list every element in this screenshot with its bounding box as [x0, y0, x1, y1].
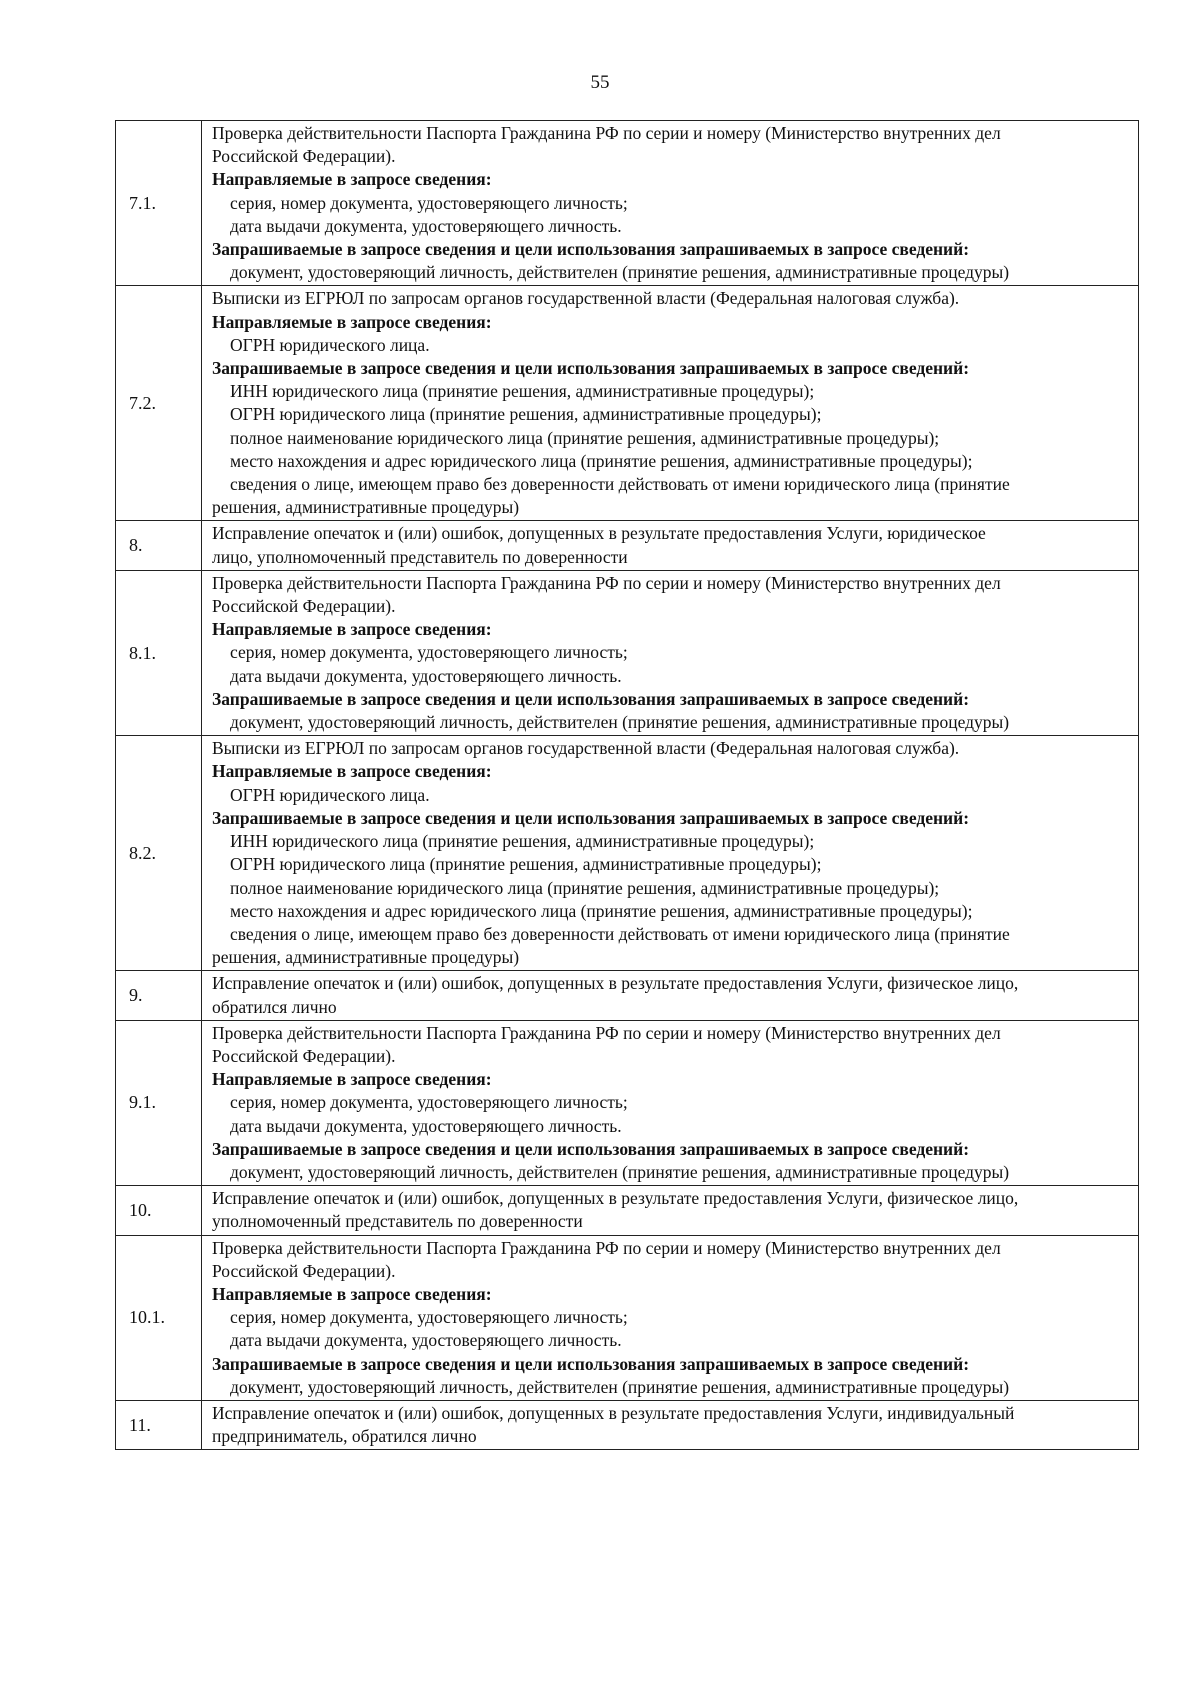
sent-data-item: серия, номер документа, удостоверяющего личность; — [230, 1092, 628, 1113]
row-text: уполномоченный представитель по доверенности — [212, 1211, 583, 1232]
sent-data-item: ОГРН юридического лица. — [230, 334, 430, 355]
requested-data-item: место нахождения и адрес юридического лица (принятие решения, административные процедуры); — [230, 900, 973, 921]
row-number: 8.1. — [116, 570, 202, 735]
requested-data-heading: Запрашиваемые в запросе сведения и цели использования запрашиваемых в запросе сведений: — [212, 1138, 970, 1159]
sent-data-heading: Направляемые в запросе сведения: — [212, 761, 492, 782]
row-number: 10.1. — [116, 1235, 202, 1400]
row-text: Проверка действительности Паспорта Гражданина РФ по серии и номеру (Министерство внутренних дел — [212, 1022, 1001, 1043]
table-row — [116, 521, 1139, 570]
requested-data-heading: Запрашиваемые в запросе сведения и цели использования запрашиваемых в запросе сведений: — [212, 358, 970, 379]
requested-data-item: документ, удостоверяющий личность, действителен (принятие решения, административные процедуры) — [230, 1161, 1010, 1182]
requested-data-item: решения, административные процедуры) — [212, 497, 520, 518]
sent-data-item: серия, номер документа, удостоверяющего личность; — [230, 1307, 628, 1328]
requested-data-item: ОГРН юридического лица (принятие решения, административные процедуры); — [230, 854, 822, 875]
requested-data-item: документ, удостоверяющий личность, действителен (принятие решения, административные процедуры) — [230, 262, 1010, 283]
row-content — [202, 1400, 1139, 1449]
row-number: 7.2. — [116, 286, 202, 521]
row-text: Российской Федерации). — [212, 1045, 396, 1066]
requested-data-item: сведения о лице, имеющем право без доверенности действовать от имени юридического лица (принятие — [230, 923, 1010, 944]
row-text: Российской Федерации). — [212, 596, 396, 617]
row-number: 10. — [116, 1186, 202, 1235]
row-text: Проверка действительности Паспорта Гражданина РФ по серии и номеру (Министерство внутренних дел — [212, 572, 1001, 593]
sent-data-heading: Направляемые в запросе сведения: — [212, 311, 492, 332]
row-text: предприниматель, обратился лично — [212, 1426, 477, 1447]
sent-data-item: дата выдачи документа, удостоверяющего личность. — [230, 1115, 622, 1136]
requested-data-heading: Запрашиваемые в запросе сведения и цели использования запрашиваемых в запросе сведений: — [212, 1353, 970, 1374]
table-row — [116, 1235, 1139, 1400]
row-text: лицо, уполномоченный представитель по доверенности — [212, 546, 628, 567]
row-number: 9. — [116, 971, 202, 1020]
row-text: Проверка действительности Паспорта Гражданина РФ по серии и номеру (Министерство внутренних дел — [212, 1237, 1001, 1258]
row-text: Исправление опечаток и (или) ошибок, допущенных в результате предоставления Услуги, физическое лицо, — [212, 973, 1019, 994]
page-number: 55 — [590, 72, 610, 93]
row-content — [202, 121, 1139, 286]
requested-data-heading: Запрашиваемые в запросе сведения и цели использования запрашиваемых в запросе сведений: — [212, 807, 970, 828]
row-text: Исправление опечаток и (или) ошибок, допущенных в результате предоставления Услуги, индивидуальный — [212, 1402, 1015, 1423]
requested-data-item: ИНН юридического лица (принятие решения, административные процедуры); — [230, 381, 815, 402]
row-content — [202, 971, 1139, 1020]
table-row — [116, 121, 1139, 286]
row-text: Выписки из ЕГРЮЛ по запросам органов государственной власти (Федеральная налоговая служба). — [212, 288, 960, 309]
table-row — [116, 736, 1139, 971]
requested-data-item: документ, удостоверяющий личность, действителен (принятие решения, административные процедуры) — [230, 1376, 1010, 1397]
sent-data-item: дата выдачи документа, удостоверяющего личность. — [230, 665, 622, 686]
requested-data-item: ИНН юридического лица (принятие решения, административные процедуры); — [230, 831, 815, 852]
row-content — [202, 286, 1139, 521]
row-content — [202, 1186, 1139, 1235]
sent-data-heading: Направляемые в запросе сведения: — [212, 1283, 492, 1304]
row-text: Исправление опечаток и (или) ошибок, допущенных в результате предоставления Услуги, физическое лицо, — [212, 1188, 1019, 1209]
row-number: 11. — [116, 1400, 202, 1449]
sent-data-item: серия, номер документа, удостоверяющего личность; — [230, 192, 628, 213]
table-row — [116, 286, 1139, 521]
table-row — [116, 1186, 1139, 1235]
requested-data-item: ОГРН юридического лица (принятие решения, административные процедуры); — [230, 404, 822, 425]
sent-data-heading: Направляемые в запросе сведения: — [212, 169, 492, 190]
sent-data-item: дата выдачи документа, удостоверяющего личность. — [230, 1330, 622, 1351]
row-content — [202, 521, 1139, 570]
requested-data-item: полное наименование юридического лица (принятие решения, административные процедуры); — [230, 877, 940, 898]
table-row — [116, 1020, 1139, 1185]
data-table — [115, 120, 1139, 1450]
requested-data-item: сведения о лице, имеющем право без доверенности действовать от имени юридического лица (принятие — [230, 474, 1010, 495]
sent-data-item: дата выдачи документа, удостоверяющего личность. — [230, 215, 622, 236]
table-row — [116, 1400, 1139, 1449]
row-text: Выписки из ЕГРЮЛ по запросам органов государственной власти (Федеральная налоговая служба). — [212, 738, 960, 759]
sent-data-heading: Направляемые в запросе сведения: — [212, 1069, 492, 1090]
table-row — [116, 971, 1139, 1020]
requested-data-item: документ, удостоверяющий личность, действителен (принятие решения, административные процедуры) — [230, 712, 1010, 733]
row-number: 9.1. — [116, 1020, 202, 1185]
row-content — [202, 1020, 1139, 1185]
row-content — [202, 1235, 1139, 1400]
row-content — [202, 736, 1139, 971]
sent-data-heading: Направляемые в запросе сведения: — [212, 619, 492, 640]
table-row — [116, 570, 1139, 735]
requested-data-heading: Запрашиваемые в запросе сведения и цели использования запрашиваемых в запросе сведений: — [212, 688, 970, 709]
row-text: Исправление опечаток и (или) ошибок, допущенных в результате предоставления Услуги, юридическое — [212, 523, 986, 544]
requested-data-item: место нахождения и адрес юридического лица (принятие решения, административные процедуры); — [230, 450, 973, 471]
row-text: обратился лично — [212, 996, 337, 1017]
requested-data-heading: Запрашиваемые в запросе сведения и цели использования запрашиваемых в запросе сведений: — [212, 239, 970, 260]
row-number: 8. — [116, 521, 202, 570]
row-content — [202, 570, 1139, 735]
row-text: Российской Федерации). — [212, 146, 396, 167]
row-number: 8.2. — [116, 736, 202, 971]
sent-data-item: ОГРН юридического лица. — [230, 784, 430, 805]
requested-data-item: полное наименование юридического лица (принятие решения, административные процедуры); — [230, 427, 940, 448]
row-number: 7.1. — [116, 121, 202, 286]
sent-data-item: серия, номер документа, удостоверяющего личность; — [230, 642, 628, 663]
requested-data-item: решения, административные процедуры) — [212, 947, 520, 968]
row-text: Проверка действительности Паспорта Гражданина РФ по серии и номеру (Министерство внутренних дел — [212, 123, 1001, 143]
row-text: Российской Федерации). — [212, 1260, 396, 1281]
